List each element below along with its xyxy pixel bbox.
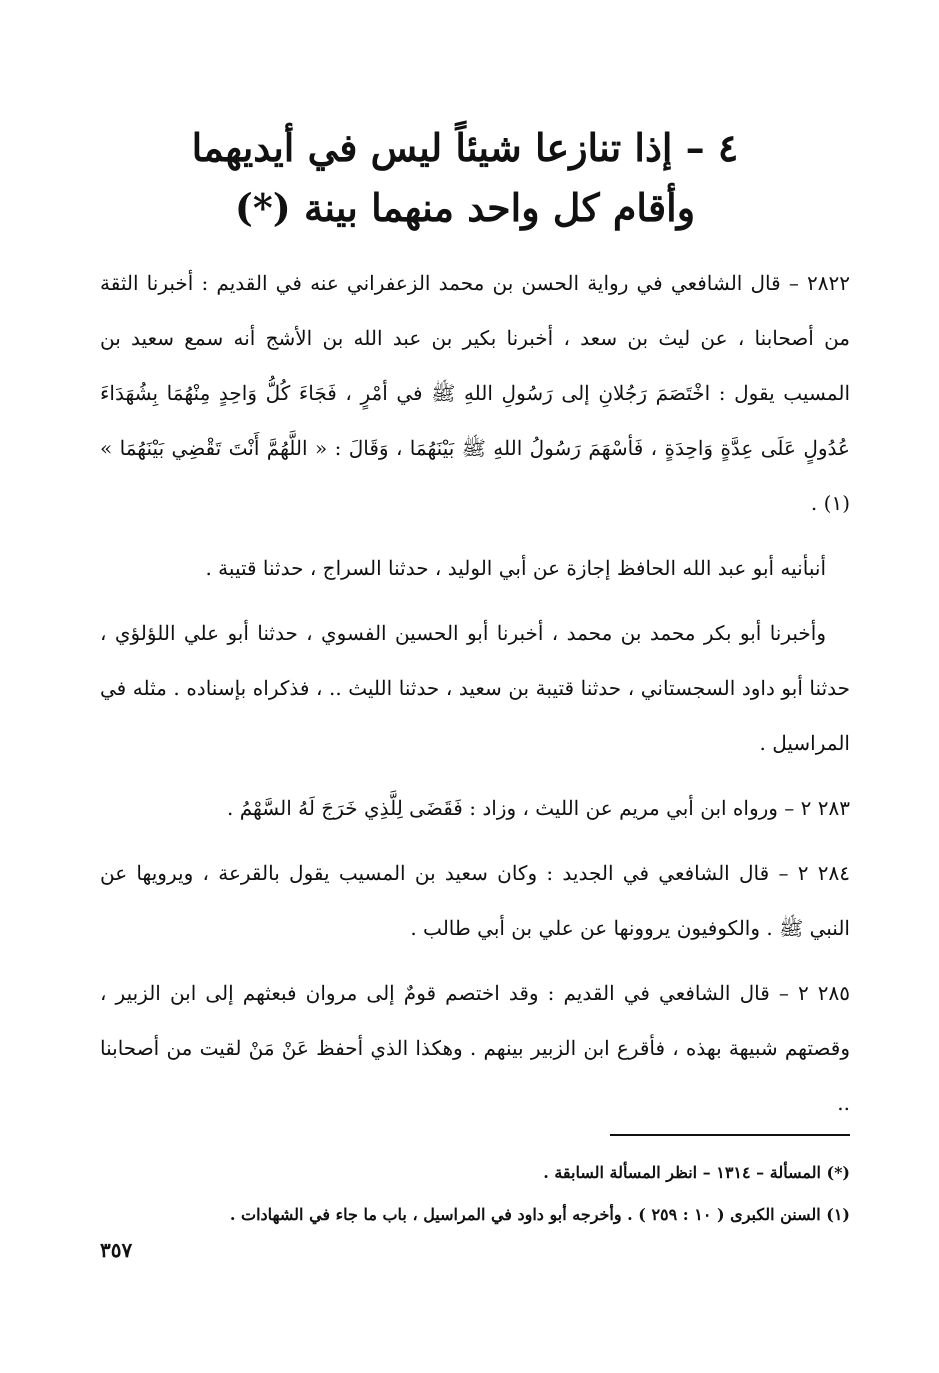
chapter-title-line-2: وأقام كل واحد منهما بينة (*) — [234, 185, 696, 230]
paragraph-2283: ٢٨٣ ٢ – ورواه ابن أبي مريم عن الليث ، وزاد : فَقَضَى لِلَّذِي خَرَجَ لَهُ السَّهْمُ . — [227, 796, 850, 820]
footnote-1: (١) السنن الكبرى ( ١٠ : ٢٥٩ ) . وأخرجه أبو داود في المراسيل ، باب ما جاء في الشهادات . — [229, 1205, 850, 1224]
paragraph-isnad-2: وأخبرنا أبو بكر محمد بن محمد ، أخبرنا أبو الحسين الفسوي ، حدثنا أبو علي اللؤلؤي ، حدثنا أبو داود السجستاني ، حدثنا قتيبة بن سعيد ، حدثنا الليث .. ، فذكراه بإسناده . مثله في المراسيل . — [100, 621, 850, 755]
body-text — [100, 256, 850, 1141]
paragraph-2285: ٢٨٥ ٢ – قال الشافعي في القديم : وقد اختصم قومٌ إلى مروان فبعثهم إلى ابن الزبير ، وقصتهم شبيهة بهذه ، فأقرع ابن الزبير بينهم . وهكذا الذي أحفظ عَنْ مَنْ لقيت من أصحابنا .. — [100, 981, 851, 1115]
footnote-star: (*) المسألة – ١٣١٤ – انظر المسألة السابقة . — [543, 1163, 850, 1182]
footnote-divider — [610, 1134, 850, 1136]
chapter-title-line-1: ٤ – إذا تنازعا شيئاً ليس في أيديهما — [191, 125, 739, 170]
paragraph-2282: ٢٨٢٢ – قال الشافعي في رواية الحسن بن محمد الزعفراني عنه في القديم : أخبرنا الثقة من أصحابنا ، عن ليث بن سعد ، أخبرنا بكير بن عبد الله بن الأشج أنه سمع سعيد بن المسيب يقول : اخْتَصَمَ رَجُلانِ إلى رَسُولِ اللهِ ﷺ في أمْرٍ ، فَجَاءَ كُلُّ وَاحِدٍ مِنْهُمَا بِشُهَدَاءَ عُدُولٍ عَلَى عِدَّةٍ وَاحِدَةٍ ، فَأسْهَمَ رَسُولُ اللهِ ﷺ بَيْنَهُمَا ، وَقَالَ : « اللَّهُمَّ أَنْتَ تَقْضِي بَيْنَهُمَا » (١) . — [100, 271, 850, 515]
chapter-title — [150, 118, 780, 238]
paragraph-2284: ٢٨٤ ٢ – قال الشافعي في الجديد : وكان سعيد بن المسيب يقول بالقرعة ، ويرويها عن النبي ﷺ . والكوفيون يروونها عن علي بن أبي طالب . — [100, 861, 851, 940]
page-number: ٣٥٧ — [100, 1238, 133, 1262]
footnotes — [100, 1152, 850, 1236]
paragraph-isnad-1: أنبأنيه أبو عبد الله الحافظ إجازة عن أبي الوليد ، حدثنا السراج ، حدثنا قتيبة . — [205, 556, 826, 580]
